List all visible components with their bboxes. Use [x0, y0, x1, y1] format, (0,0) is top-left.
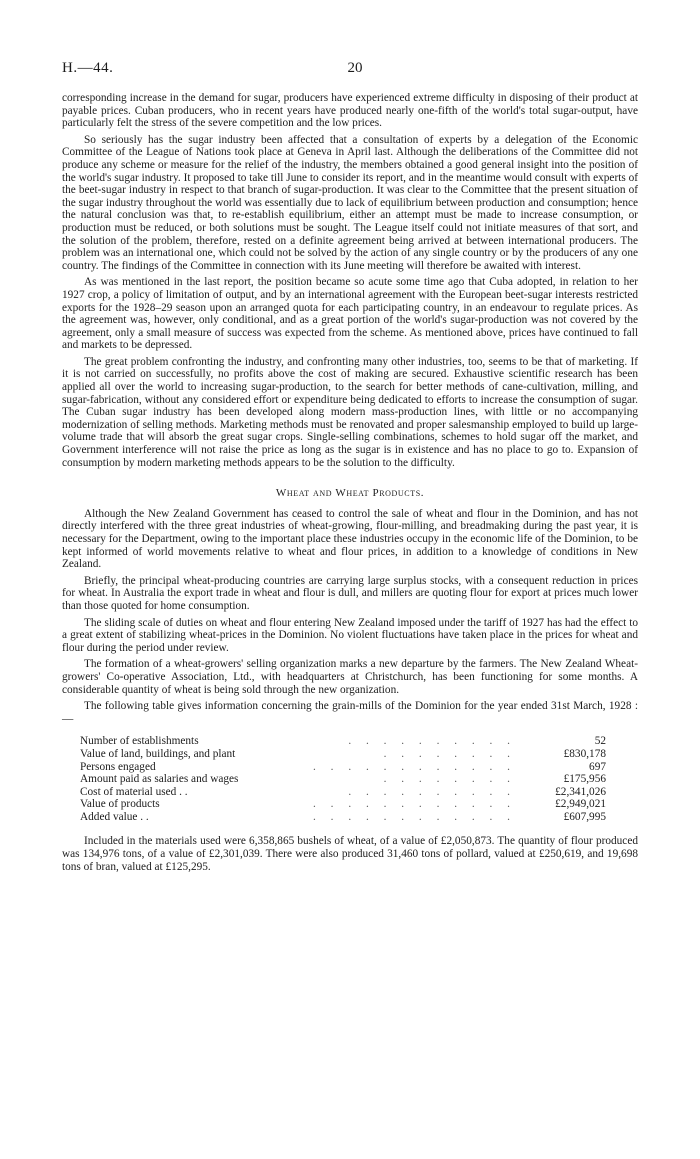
paragraph: The formation of a wheat-growers' selling organization marks a new departure by the farmers. The New Zealand Wheat-growers' Co-operative Association, Ltd., with headquarters at Christchurch, has been functioning for some months. A considerable quantity of wheat is being sold through the new organization. — [62, 658, 638, 696]
row-label: Value of products — [80, 798, 160, 811]
row-value: £607,995 — [563, 810, 606, 823]
row-value: £830,178 — [563, 747, 606, 760]
row-label: Number of establishments — [80, 735, 199, 748]
row-value: 52 — [594, 735, 606, 748]
row-label: Amount paid as salaries and wages — [80, 773, 239, 786]
table-row — [80, 761, 638, 774]
table-row — [80, 748, 638, 761]
row-label: Persons engaged — [80, 760, 156, 773]
row-value: £2,341,026 — [555, 785, 606, 798]
table-row — [80, 811, 638, 824]
leader-dots: . . . . . . . . . . — [348, 785, 516, 798]
leader-dots: . . . . . . . . . . . . — [313, 810, 516, 823]
paragraph: So seriously has the sugar industry been affected that a consultation of experts by a delegation of the Economic Committee of the League of Nations took place at Geneva in April last. Although the deliberations of the Committee did not produce any scheme or measure for the relief of the industry, the members obtained a good general insight into the position of the world's sugar industry. It proposed to take till June to consider its report, and in the meantime would consult with experts of the beet-sugar industry in respect to that branch of sugar-production. It was clear to the Committee that the present situation of the sugar industry throughout the world was essentially due to lack of equilibrium between production and consumption; hence the natural conclusion was that, to re-establish equilibrium, either an attempt must be made to increase consumption, or production must be reduced, or both solutions must be sought. The League itself could not initiate measures of that sort, and the solution of the problem, therefore, rested on a definite agreement being arrived at between international producers. The problem was an international one, which could not be solved by the action of any single country or by the producers of any one country. The findings of the Committee in connection with its June meeting will therefore be awaited with interest. — [62, 133, 638, 272]
row-label: Cost of material used . . — [80, 785, 188, 798]
page-header — [62, 60, 638, 80]
leader-dots: . . . . . . . . . . . . — [313, 760, 516, 773]
paragraph: The sliding scale of duties on wheat and flour entering New Zealand imposed under the tariff of 1927 has had the effect to a great extent of stabilizing wheat-prices in the Dominion. No violent fluctuations have taken place in the prices for wheat and flour during the period under review. — [62, 616, 638, 654]
page-reference: H.—44. — [62, 60, 114, 76]
paragraph: As was mentioned in the last report, the position became so acute some time ago that Cuba adopted, in relation to her 1927 crop, a policy of limitation of output, and by an international agreement with the European beet-sugar interests restricted exports for the 1928–29 season upon an arranged quota for each participating country, in an endeavour to regulate prices. As the agreement was, however, only conditional, and as a great portion of the world's sugar-production was not covered by the agreement, only a small measure of success was expected from the scheme. As mentioned above, prices have continued to fall and markets to be depressed. — [62, 276, 638, 352]
page-number: 20 — [347, 60, 363, 76]
paragraph: The following table gives information concerning the grain-mills of the Dominion for the year ended 31st March, 1928 :— — [62, 700, 638, 725]
paragraph: The great problem confronting the industry, and confronting many other industries, too, seems to be that of marketing. If it is not carried on successfully, no profits above the cost of making are secured. Exhaustive scientific research has been applied all over the world to increasing sugar-production, to the search for better methods of cane-cultivation, milling, and sugar-fabrication, without any considered effort or expenditure being dedicated to efforts to increase the consumption of sugar. The Cuban sugar industry has been developed along modern mass-production lines, with little or no accompanying modernization of selling methods. Marketing methods must be renovated and proper salesmanship employed to build up large-volume trade that will absorb the great sugar crops. Single-selling combinations, schemes to hold sugar off the market, and Government interference will not raise the price as long as the sugar is in existence and has no place to go to. Expansion of consumption by modern marketing methods appears to be the solution to the difficulty. — [62, 355, 638, 469]
leader-dots: . . . . . . . . . . . . — [313, 798, 516, 811]
paragraph: Briefly, the principal wheat-producing countries are carrying large surplus stocks, with a consequent reduction in prices for wheat. In Australia the export trade in wheat and flour is dull, and millers are quoting flour for export at prices much lower than those quoted for home consumption. — [62, 574, 638, 612]
paragraph: corresponding increase in the demand for sugar, producers have experienced extreme difficulty in disposing of their product at payable prices. Cuban producers, who in recent years have produced nearly one-fifth of the world's total sugar-output, have particularly felt the stress of the severe competition and the low prices. — [62, 92, 638, 130]
leader-dots: . . . . . . . . . . — [348, 735, 516, 748]
grain-mills-table — [62, 735, 638, 823]
paragraph: Although the New Zealand Government has ceased to control the sale of wheat and flour in the Dominion, and has not directly interfered with the three great industries of wheat-growing, flour-milling, and breadmaking during the past year, it is necessary for the Department, owing to the important place these industries occupy in the economic life of the Dominion, to be kept informed of world movements relative to wheat and flour prices, in addition to a knowledge of conditions in New Zealand. — [62, 507, 638, 571]
document-body — [62, 92, 638, 877]
section-heading: Wheat and Wheat Products. — [275, 487, 425, 500]
row-value: £175,956 — [563, 773, 606, 786]
leader-dots: . . . . . . . . — [383, 773, 516, 786]
row-value: 697 — [589, 760, 606, 773]
paragraph: Included in the materials used were 6,358,865 bushels of wheat, of a value of £2,050,873. The quantity of flour produced was 134,976 tons, of a value of £2,301,039. There were also produced 31,460 tons of pollard, valued at £250,619, and 19,698 tons of bran, valued at £125,295. — [62, 835, 638, 873]
table-row — [80, 786, 638, 799]
row-label: Value of land, buildings, and plant — [80, 747, 236, 760]
row-value: £2,949,021 — [555, 798, 606, 811]
table-row — [80, 798, 638, 811]
leader-dots: . . . . . . . . — [383, 747, 516, 760]
row-label: Added value . . — [80, 810, 149, 823]
table-row — [80, 773, 638, 786]
table-row — [80, 735, 638, 748]
